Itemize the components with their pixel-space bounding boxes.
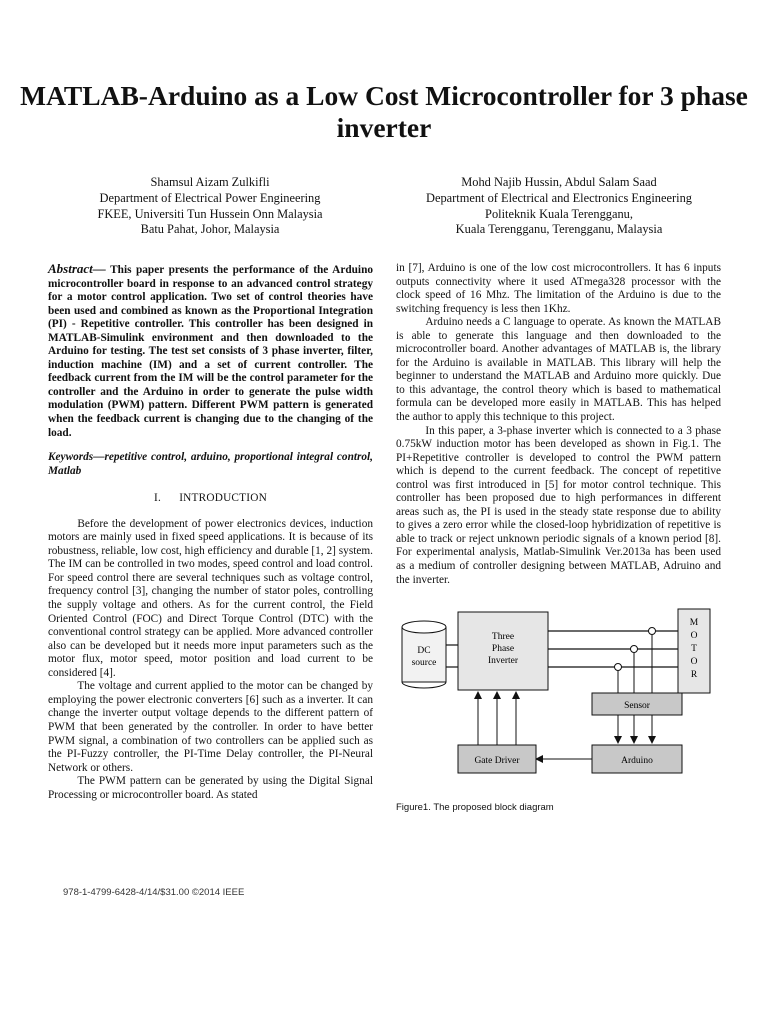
motor-label: O: [690, 631, 698, 642]
motor-label: M: [689, 618, 699, 629]
author-institution: FKEE, Universiti Tun Hussein Onn Malaysia: [97, 206, 323, 221]
author-location: Batu Pahat, Johor, Malaysia: [140, 222, 280, 237]
paper-title: MATLAB-Arduino as a Low Cost Microcontroller for 3 phase inverter: [20, 80, 748, 143]
keywords: Keywords—repetitive control, arduino, proportional integral control, Matlab: [48, 451, 373, 477]
arduino-label: Arduino: [621, 756, 653, 767]
arduino-block: [592, 745, 682, 773]
section-heading: [48, 492, 373, 506]
paragraph: Arduino needs a C language to operate. As known the MATLAB is able to generate this language and then downloaded to the microcontroller board. Another advantages of MATLAB is, the library for the Arduino is available in MATLAB. This library will help the beginner to understand the MATLAB and Arduino more quickly. Due to this advantage, the control theory which is based to mathematical formula can be developed more easily in MATLAB. This has helped the author to apply this technique to this project.: [396, 316, 721, 424]
left-column: [48, 262, 373, 802]
sensor-label: Sensor: [624, 701, 650, 712]
author-name: Shamsul Aizam Zulkifli: [150, 175, 270, 189]
figure-caption: Figure1. The proposed block diagram: [396, 802, 554, 814]
block-diagram: [396, 607, 726, 797]
author-block-left: [50, 175, 370, 238]
gate-driver-block: [458, 745, 536, 773]
dc-source-label: source: [411, 658, 437, 669]
inverter-label: Three: [491, 632, 515, 643]
section-title: INTRODUCTION: [179, 492, 267, 505]
paragraph: in [7], Arduino is one of the low cost microcontrollers. It has 6 inputs outputs connectivity where it used ATmega328 processor with the clock speed of 16 Mhz. The limitation of the Arduino is due to the switching frequency is less then 1Khz.: [396, 262, 721, 315]
section-number: I.: [154, 492, 162, 505]
abstract-label: Abstract—: [48, 261, 106, 276]
motor-label: O: [690, 657, 698, 668]
inverter-label: Phase: [491, 644, 515, 655]
gate-driver-label: Gate Driver: [474, 756, 520, 767]
paragraph: Before the development of power electronics devices, induction motors are mainly used in fixed speed applications. It is because of its robustness, reliable, low cost, high efficiency and durable [1, 2] system. The IM can be controlled in two modes, speed control and load control. For speed control there are several techniques such as voltage control, frequency control [3], changing the number of stator poles, controlling the supply voltage and others. As for the current control, the Field Oriented Control (FOC) and Direct Torque Control (DTC) with the conventional control strategy can be applied. More advanced controller also can be developed but it needs more input parameters such as the motor flux, motor speed, motor position and load current to be considered [4].: [48, 517, 373, 679]
abstract: [48, 262, 373, 440]
author-institution: Politeknik Kuala Terengganu,: [485, 206, 633, 221]
author-department: Department of Electrical Power Engineering: [99, 190, 321, 205]
motor-label: T: [691, 644, 697, 655]
motor-label: R: [690, 670, 698, 681]
paragraph: In this paper, a 3-phase inverter which is connected to a 3 phase 0.75kW induction motor has been developed as shown in Fig.1. The PI+Repetitive controller is developed to control the PWM pattern which is depend to the current feedback. The concept of repetitive control was first introduced in [5] for motor control technique. This controller has been proposed due to high performances in different areas such as, the PI is used in the steady state response due to ability to gives a zero error while the closed-loop hybridization of repetitive is able to track or reject unknown periodic signals of a known period [8]. For experimental analysis, Matlab-Simulink Ver.2013a has been used as a medium of controller designing between MATLAB, Adruino and the inverter.: [396, 424, 721, 586]
right-column: [396, 262, 721, 815]
abstract-text: This paper presents the performance of the Arduino microcontroller board in response to an advanced control strategy for a motor control application. Two set of control theories have been used and combined as known as the Proportional Integration (PI) - Repetitive controller. This controller has been designed in MATLAB-Simulink environment and then downloaded to the Arduino for testing. The test set consists of 3 phase inverter, filter, induction machine (IM) and a set of current controller. The feedback current from the IM will be the control parameter for the controller and the Arduino in order to generate the pulse width modulation (PWM) pattern. Different PWM pattern is generated when the feedback current is changing due to the changing of the load.: [48, 264, 373, 439]
author-block-right: [392, 175, 726, 238]
inverter-label: Inverter: [487, 656, 519, 667]
author-department: Department of Electrical and Electronics Engineering: [426, 190, 692, 205]
inverter-block: [458, 612, 548, 690]
dc-source-label: DC: [417, 646, 431, 657]
block-diagram-figure: [396, 607, 726, 797]
dc-source-block: [402, 621, 446, 688]
author-location: Kuala Terengganu, Terengganu, Malaysia: [455, 222, 663, 237]
paragraph: The PWM pattern can be generated by using the Digital Signal Processing or microcontroller board. As stated: [48, 775, 373, 801]
paragraph: The voltage and current applied to the motor can be changed by employing the power electronic converters [6] such as a inverter. It can change the inverter output voltage depends to the different pattern of PWM that been generated by the controller. In order to have better PWM signal, a combination of two controllers can be applied such as the PI-Fuzzy controller, the PI-Time Delay controller, the PI-Neural Network or others.: [48, 680, 373, 774]
footer-copyright: 978-1-4799-6428-4/14/$31.00 ©2014 IEEE: [63, 887, 245, 898]
motor-block: [678, 609, 710, 693]
sensor-block: [592, 693, 682, 715]
author-name: Mohd Najib Hussin, Abdul Salam Saad: [461, 175, 657, 189]
